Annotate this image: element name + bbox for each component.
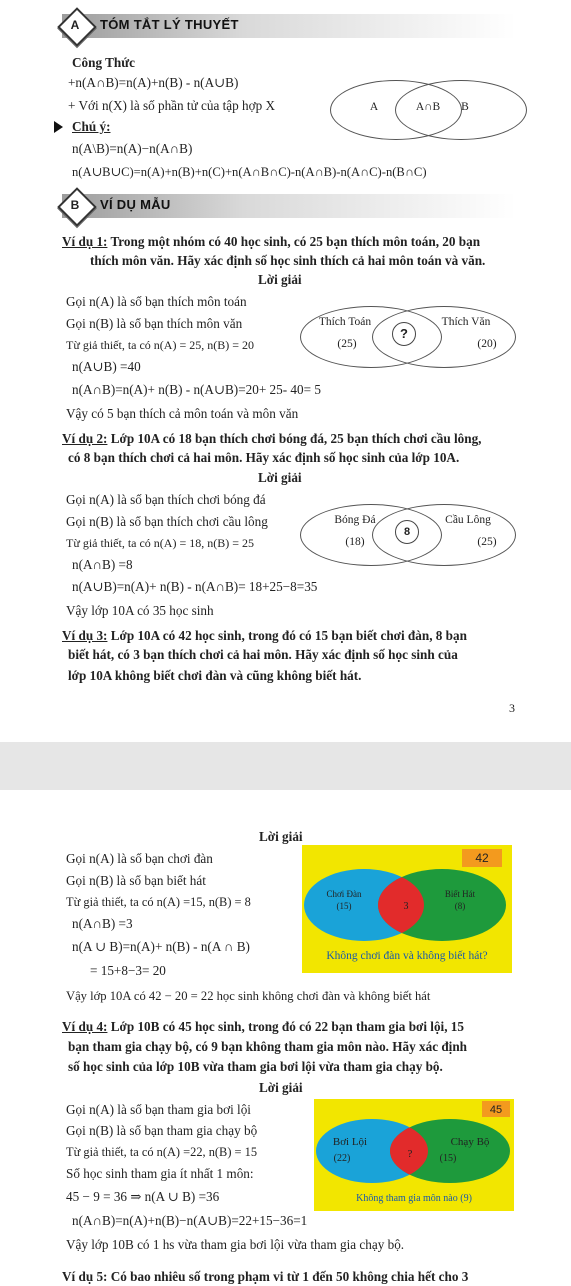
ex3-step7: Vậy lớp 10A có 42 − 20 = 22 học sinh không chơi đàn và không biết hát [66, 989, 431, 1003]
ex2-venn-left-count: (18) [345, 536, 365, 548]
section-b-letter: B [70, 198, 80, 212]
ex2-step5: n(A∪B)=n(A)+ n(B) - n(A∩B)= 18+25−8=35 [72, 579, 318, 594]
ex2-venn-left-label: Bóng Đá [334, 514, 376, 526]
formula-heading: Công Thức [72, 55, 136, 70]
ex1-venn-right-count: (20) [477, 338, 497, 350]
ex3-venn-left-label: Chơi Đàn [326, 889, 362, 899]
section-a-bar [62, 14, 516, 38]
ex2-line1 [62, 430, 481, 448]
ex3-step5: n(A ∪ B)=n(A)+ n(B) - n(A ∩ B) [72, 939, 250, 954]
ex5-line1: Ví dụ 5: Có bao nhiêu số trong phạm vi từ 1 đến 50 không chia hết cho 3 [62, 1269, 469, 1284]
ex4-step7: Vậy lớp 10B có 1 hs vừa tham gia bơi lội vừa tham gia chạy bộ. [66, 1237, 405, 1252]
ex1-step4: n(A∪B) =40 [72, 359, 141, 374]
ex4-venn-right-label: Chạy Bộ [450, 1136, 490, 1148]
arrow-bullet-icon [54, 121, 63, 133]
page-gap [0, 742, 571, 790]
ex3-line1 [62, 627, 467, 645]
ex1-venn-question: ? [392, 322, 416, 346]
note-label: Chú ý: [72, 119, 111, 134]
ex1-venn-left-count: (25) [337, 338, 357, 350]
ex2-step6: Vậy lớp 10A có 35 học sinh [66, 603, 214, 618]
ex2-venn-right-label: Cầu Lông [445, 514, 491, 526]
ex4-venn-left-count: (22) [333, 1153, 351, 1164]
ex4-line2: bạn tham gia chạy bộ, có 9 bạn không tham gia môn nào. Hãy xác định [68, 1039, 468, 1054]
ex3-solution-heading: Lời giải [259, 829, 303, 844]
ex4-step1: Gọi n(A) là số bạn tham gia bơi lội [66, 1102, 251, 1117]
ex2-venn-intersection: 8 [395, 520, 419, 544]
ex4-step5: 45 − 9 = 36 ⇒ n(A ∪ B) =36 [66, 1189, 220, 1204]
ex3-venn-caption: Không chơi đàn và không biết hát? [326, 950, 488, 962]
ex4-venn-mid: ? [407, 1148, 413, 1160]
ex3-color-venn [302, 845, 512, 973]
ex3-venn-left-count: (15) [336, 901, 352, 911]
ex1-venn-left-label: Thích Toán [318, 316, 372, 328]
ex4-step3: Từ giả thiết, ta có n(A) =22, n(B) = 15 [66, 1145, 258, 1159]
ex4-venn-caption: Không tham gia môn nào (9) [356, 1193, 472, 1204]
ex4-line3: số học sinh của lớp 10B vừa tham gia bơi lội vừa tham gia chạy bộ. [68, 1059, 443, 1074]
ex2-step3: Từ giả thiết, ta có n(A) = 18, n(B) = 25 [66, 536, 254, 550]
ex4-venn-left-label: Bơi Lội [332, 1136, 368, 1148]
ex3-venn-right-count: (8) [454, 901, 466, 911]
section-b-title: VÍ DỤ MẪU [100, 197, 171, 212]
ex3-step4: n(A∩B) =3 [72, 916, 133, 931]
ex1-line2: thích môn văn. Hãy xác định số học sinh thích cả hai môn toán và văn. [90, 253, 486, 268]
section-a-letter: A [70, 18, 80, 32]
ex2-solution-heading: Lời giải [258, 470, 302, 485]
ex3-label: Ví dụ 3: [62, 628, 108, 643]
page-number: 3 [509, 701, 515, 715]
ex2-step2: Gọi n(B) là số bạn thích chơi cầu lông [66, 514, 268, 529]
ex3-venn-mid: 3 [403, 901, 409, 912]
ex4-step2: Gọi n(B) là số bạn tham gia chạy bộ [66, 1123, 258, 1138]
ex4-step6: n(A∩B)=n(A)+n(B)−n(A∪B)=22+15−36=1 [72, 1213, 308, 1228]
ex3-step6: = 15+8−3= 20 [90, 963, 166, 978]
section-b-bar [62, 194, 516, 218]
ex4-label: Ví dụ 4: [62, 1019, 108, 1034]
ex2-venn-right-count: (25) [477, 536, 497, 548]
ex1-step2: Gọi n(B) là số bạn thích môn văn [66, 316, 243, 331]
ex1-line1 [62, 233, 480, 251]
ex1-step6: Vậy có 5 bạn thích cả môn toán và môn văn [66, 406, 299, 421]
ex4-step4: Số học sinh tham gia ít nhất 1 môn: [66, 1166, 254, 1181]
ex1-label: Ví dụ 1: [62, 234, 108, 249]
ex3-text1: Lớp 10A có 42 học sinh, trong đó có 15 bạn biết chơi đàn, 8 bạn [107, 628, 467, 643]
ex3-step3: Từ giả thiết, ta có n(A) =15, n(B) = 8 [66, 895, 251, 909]
ex1-text1: Trong một nhóm có 40 học sinh, có 25 bạn thích môn toán, 20 bạn [107, 234, 481, 249]
ex1-venn-right-label: Thích Văn [441, 316, 491, 328]
venn-a-label: A [369, 101, 379, 113]
section-a-title: TÓM TẮT LÝ THUYẾT [100, 17, 239, 32]
ex4-color-venn [314, 1099, 514, 1211]
formula-2: + Với n(X) là số phần tử của tập hợp X [68, 98, 276, 113]
ex2-step4: n(A∩B) =8 [72, 557, 133, 572]
page-2 [0, 790, 571, 1284]
venn-b-label: B [461, 101, 469, 113]
ex4-venn-total: 45 [489, 1104, 503, 1116]
ex4-text1: Lớp 10B có 45 học sinh, trong đó có 22 bạn tham gia bơi lội, 15 [107, 1019, 464, 1034]
ex3-step2: Gọi n(B) là số bạn biết hát [66, 873, 206, 888]
ex4-venn-right-count: (15) [439, 1153, 457, 1164]
ex3-venn-right-label: Biết Hát [444, 889, 476, 899]
ex2-line2: có 8 bạn thích chơi cả hai môn. Hãy xác định số học sinh của lớp 10A. [68, 450, 460, 465]
formula-3: n(A\B)=n(A)−n(A∩B) [72, 141, 193, 156]
ex3-line3: lớp 10A không biết chơi đàn và cũng không biết hát. [68, 668, 362, 683]
formula-1: +n(A∩B)=n(A)+n(B) - n(A∪B) [68, 75, 239, 90]
ex1-step5: n(A∩B)=n(A)+ n(B) - n(A∪B)=20+ 25- 40= 5 [72, 382, 321, 397]
venn-ab-label: A∩B [415, 101, 441, 113]
ex1-step3: Từ giả thiết, ta có n(A) = 25, n(B) = 20 [66, 338, 254, 352]
ex1-solution-heading: Lời giải [258, 272, 302, 287]
ex3-venn-total: 42 [475, 851, 489, 865]
ex4-venn-svg [314, 1099, 514, 1211]
formula-4: n(A∪B∪C)=n(A)+n(B)+n(C)+n(A∩B∩C)-n(A∩B)-n(A∩C)-n(B∩C) [72, 165, 427, 179]
ex3-venn-svg [302, 845, 512, 973]
ex4-solution-heading: Lời giải [259, 1080, 303, 1095]
ex3-step1: Gọi n(A) là số bạn chơi đàn [66, 851, 213, 866]
ex2-step1: Gọi n(A) là số bạn thích chơi bóng đá [66, 492, 266, 507]
ex3-line2: biết hát, có 3 bạn thích chơi cả hai môn. Hãy xác định số học sinh của [68, 647, 458, 662]
ex2-text1: Lớp 10A có 18 bạn thích chơi bóng đá, 25 bạn thích chơi cầu lông, [107, 431, 482, 446]
ex1-step1: Gọi n(A) là số bạn thích môn toán [66, 294, 247, 309]
ex2-label: Ví dụ 2: [62, 431, 108, 446]
ex4-line1 [62, 1018, 464, 1036]
